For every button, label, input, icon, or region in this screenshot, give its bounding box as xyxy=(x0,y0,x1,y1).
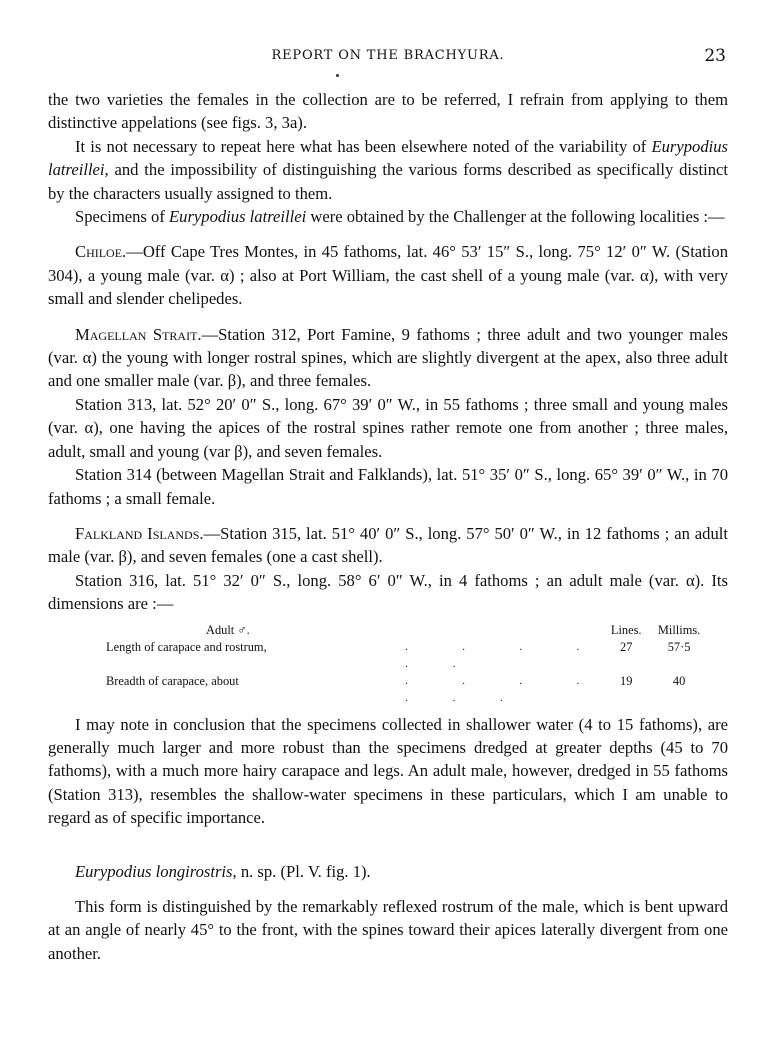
paragraph-magellan xyxy=(48,323,728,393)
text-run: —Station 315, lat. 51° 40′ 0″ S., long. 57° 50′ 0″ W., in 12 fathoms ; an adult male (var. β), and seven females (one a cast shell). xyxy=(48,523,728,567)
table-header-row xyxy=(106,622,706,639)
dimensions-table xyxy=(106,622,706,707)
locality-heading: Falkland Islands. xyxy=(75,523,204,543)
row-leader-dots: . . . . . . . xyxy=(405,674,601,704)
row-label: Breadth of carapace, about xyxy=(106,673,239,688)
page-number: 23 xyxy=(704,46,726,66)
table-row xyxy=(106,639,706,673)
locality-heading: Chiloe. xyxy=(75,242,127,262)
paragraph-falkland xyxy=(48,522,728,569)
paragraph-station-316: Station 316, lat. 51° 32′ 0″ S., long. 58° 6′ 0″ W., in 4 fathoms ; an adult male (var. α). Its dimensions are :— xyxy=(48,570,728,614)
column-header-lines: Lines. xyxy=(610,622,642,637)
text-run: —Station 312, Port Famine, 9 fathoms ; three adult and two younger males (var. α) the young with longer rostral spines, which are slightly divergent at the apex, also three adult and one smaller male (var. β), and three females. xyxy=(48,324,728,391)
paragraph-chiloe xyxy=(48,240,728,310)
row-millims: 40 xyxy=(672,673,686,688)
running-head xyxy=(0,46,776,68)
table-row xyxy=(106,673,706,707)
row-label: Length of carapace and rostrum, xyxy=(106,639,267,654)
paragraph-variability xyxy=(48,135,728,205)
paragraph-varieties: the two varieties the females in the collection are to be referred, I refrain from applying to them distinctive appelations (see figs. 3, 3a). xyxy=(48,90,728,133)
paragraph-station-314: Station 314 (between Magellan Strait and Falklands), lat. 51° 35′ 0″ S., long. 65° 39′ 0″ W., in 70 fathoms ; a small female. xyxy=(48,465,728,508)
row-millims: 57·5 xyxy=(667,639,691,654)
paragraph-specimens xyxy=(48,205,728,228)
paragraph-description: This form is distinguished by the remarkably reflexed rostrum of the male, which is bent upward at an angle of nearly 45° to the front, with the spines toward their apices laterally divergent from one another. xyxy=(48,896,728,963)
text-run: It is not necessary to repeat here what has been elsewhere noted of the variability of xyxy=(75,136,652,156)
running-title: REPORT ON THE BRACHYURA. xyxy=(271,48,505,63)
text-run: Specimens of xyxy=(75,207,170,227)
column-header-millims: Millims. xyxy=(657,622,701,637)
text-run: , and the impossibility of distinguishing the various forms described as specifically distinct by the characters usually assigned to them. xyxy=(48,160,728,203)
text-run: were obtained by the Challenger at the following localities :— xyxy=(306,207,725,227)
paragraph-conclusion: I may note in conclusion that the specimens collected in shallower water (4 to 15 fathoms), are generally much larger and more robust than the specimens dredged at greater depths (45 to 70 fathoms), with a much more hairy carapace and legs. An adult male, however, dredged in 55 fathoms (Station 313), resembles the shallow-water specimens in these particulars, which I am unable to regard as of specific importance. xyxy=(48,714,728,828)
species-name: Eurypodius latreillei xyxy=(48,136,728,180)
plate-reference: , n. sp. (Pl. V. fig. 1). xyxy=(232,861,371,881)
locality-heading: Magellan Strait. xyxy=(75,324,202,344)
print-speck xyxy=(336,74,339,77)
species-heading xyxy=(48,860,728,883)
paragraph-station-313: Station 313, lat. 52° 20′ 0″ S., long. 67° 39′ 0″ W., in 55 fathoms ; three small and young males (var. α), one having the apices of the rostral spines rather remote one from another ; three males, adult, small and young (var β), and seven females. xyxy=(48,394,728,461)
row-lines: 19 xyxy=(620,673,633,688)
table-title: Adult ♂. xyxy=(206,622,250,637)
body-text xyxy=(48,88,728,965)
text-run: —Off Cape Tres Montes, in 45 fathoms, lat. 46° 53′ 15″ S., long. 75° 12′ 0″ W. (Station 304), a young male (var. α) ; also at Port William, the cast shell of a young male (var. α), with very small and slender chelipedes. xyxy=(48,242,728,309)
table-spacer xyxy=(405,622,600,639)
row-lines: 27 xyxy=(620,639,633,654)
row-leader-dots: . . . . . . xyxy=(405,640,601,670)
species-name: Eurypodius longirostris xyxy=(75,861,233,881)
species-name: Eurypodius latreillei xyxy=(169,207,307,227)
